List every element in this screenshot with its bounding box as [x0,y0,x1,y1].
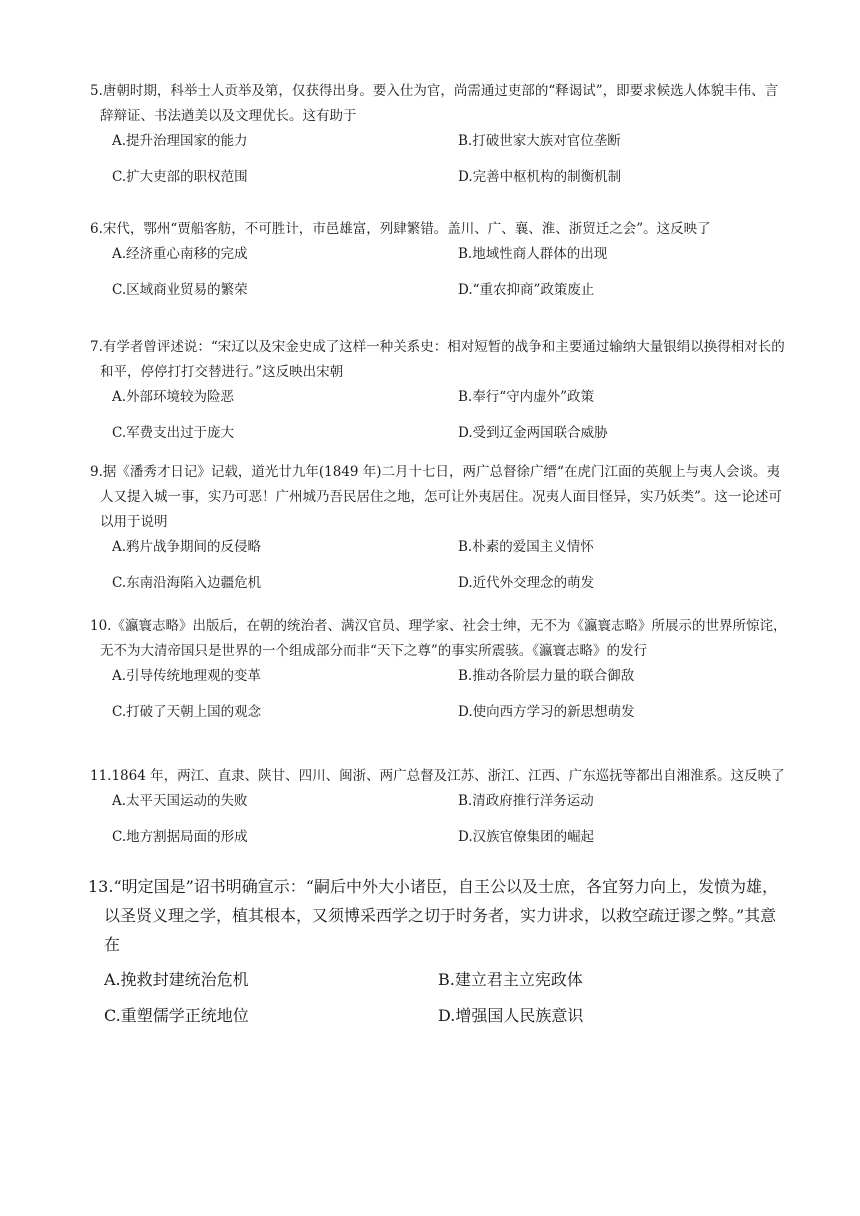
option-b: B.朴素的爱国主义情怀 [458,539,594,555]
option-d: D.完善中枢机构的制衡机制 [458,169,622,185]
question-stem: 13.“明定国是”诏书明确宣示：“嗣后中外大小诸臣，自王公以及士庶，各宜努力向上，发愤为雄，以圣贤义理之学，植其根本，又须博采西学之切于时务者，实力讲求，以救空疏迂谬之弊。”其意在 [88,877,778,954]
option-b: B.清政府推行洋务运动 [458,793,594,809]
option-a: A.经济重心南移的完成 [112,246,248,262]
option-c: C.地方割据局面的形成 [112,829,248,845]
question-10 [90,614,790,728]
option-b: B.奉行“守内虚外”政策 [458,389,595,405]
option-c: C.军费支出过于庞大 [112,425,235,441]
options-group [90,129,790,193]
option-b: B.地域性商人群体的出现 [458,246,608,262]
question-stem: 5.唐朝时期，科举士人贡举及第，仅获得出身。要入仕为官，尚需通过吏部的“释谒试”，即要求候选人体貌丰伟、言辞辩证、书法遒美以及文理优长。这有助于 [90,83,779,124]
option-a: A.引导传统地理观的变革 [112,668,262,684]
option-c: C.扩大吏部的职权范围 [112,169,248,185]
option-b: B.打破世家大族对官位垄断 [458,133,621,149]
question-5 [90,79,790,193]
options-group [90,242,790,306]
option-d: D.受到辽金两国联合威胁 [458,425,608,441]
options-group [90,664,790,728]
options-group [90,385,790,449]
options-group [88,965,788,1035]
option-d: D.增强国人民族意识 [438,1006,584,1025]
option-a: A.外部环境较为险恶 [112,389,235,405]
option-b: B.推动各阶层力量的联合御敌 [458,668,635,684]
option-d: D.“重农抑商”政策废止 [458,282,595,298]
question-stem: 10.《瀛寰志略》出版后，在朝的统治者、满汉官员、理学家、社会士绅，无不为《瀛寰志略》所展示的世界所惊诧，无不为大清帝国只是世界的一个组成部分而非“天下之尊”的事实所震骇。《瀛寰志略》的发行 [90,618,787,659]
option-c: C.东南沿海陷入边疆危机 [112,575,262,591]
option-a: A.提升治理国家的能力 [112,133,248,149]
option-c: C.区域商业贸易的繁荣 [112,282,248,298]
option-d: D.汉族官僚集团的崛起 [458,829,595,845]
question-stem: 6.宋代，鄂州“贾船客舫，不可胜计，市邑雄富，列肆繁错。盖川、广、襄、淮、浙贸迁之会”。这反映了 [90,221,711,237]
question-stem: 11.1864 年，两江、直隶、陕甘、四川、闽浙、两广总督及江苏、浙江、江西、广东巡抚等都出自湘淮系。这反映了 [90,768,785,784]
question-7 [90,335,790,449]
question-13 [88,872,788,1035]
option-c: C.重塑儒学正统地位 [104,1006,249,1025]
question-9 [90,460,790,599]
option-b: B.建立君主立宪政体 [438,970,583,989]
option-c: C.打破了天朝上国的观念 [112,704,262,720]
option-a: A.太平天国运动的失败 [112,793,248,809]
option-a: A.鸦片战争期间的反侵略 [112,539,262,555]
options-group [90,535,790,599]
option-d: D.近代外交理念的萌发 [458,575,595,591]
option-a: A.挽救封建统治危机 [104,970,249,989]
question-11 [90,764,790,853]
option-d: D.使向西方学习的新思想萌发 [458,704,635,720]
question-stem: 9.据《潘秀才日记》记载，道光廿九年(1849 年)二月十七日，两广总督徐广缙“在虎门江面的英舰上与夷人会谈。夷人又提入城一事，实乃可恶！广州城乃吾民居住之地，怎可让外夷居住。况夷人面目怪异，实乃妖类”。这一论述可以用于说明 [90,464,782,530]
question-6 [90,217,790,306]
question-stem: 7.有学者曾评述说：“宋辽以及宋金史成了这样一种关系史：相对短暂的战争和主要通过输纳大量银绢以换得相对长的和平，停停打打交替进行。”这反映出宋朝 [90,339,785,380]
options-group [90,789,790,853]
